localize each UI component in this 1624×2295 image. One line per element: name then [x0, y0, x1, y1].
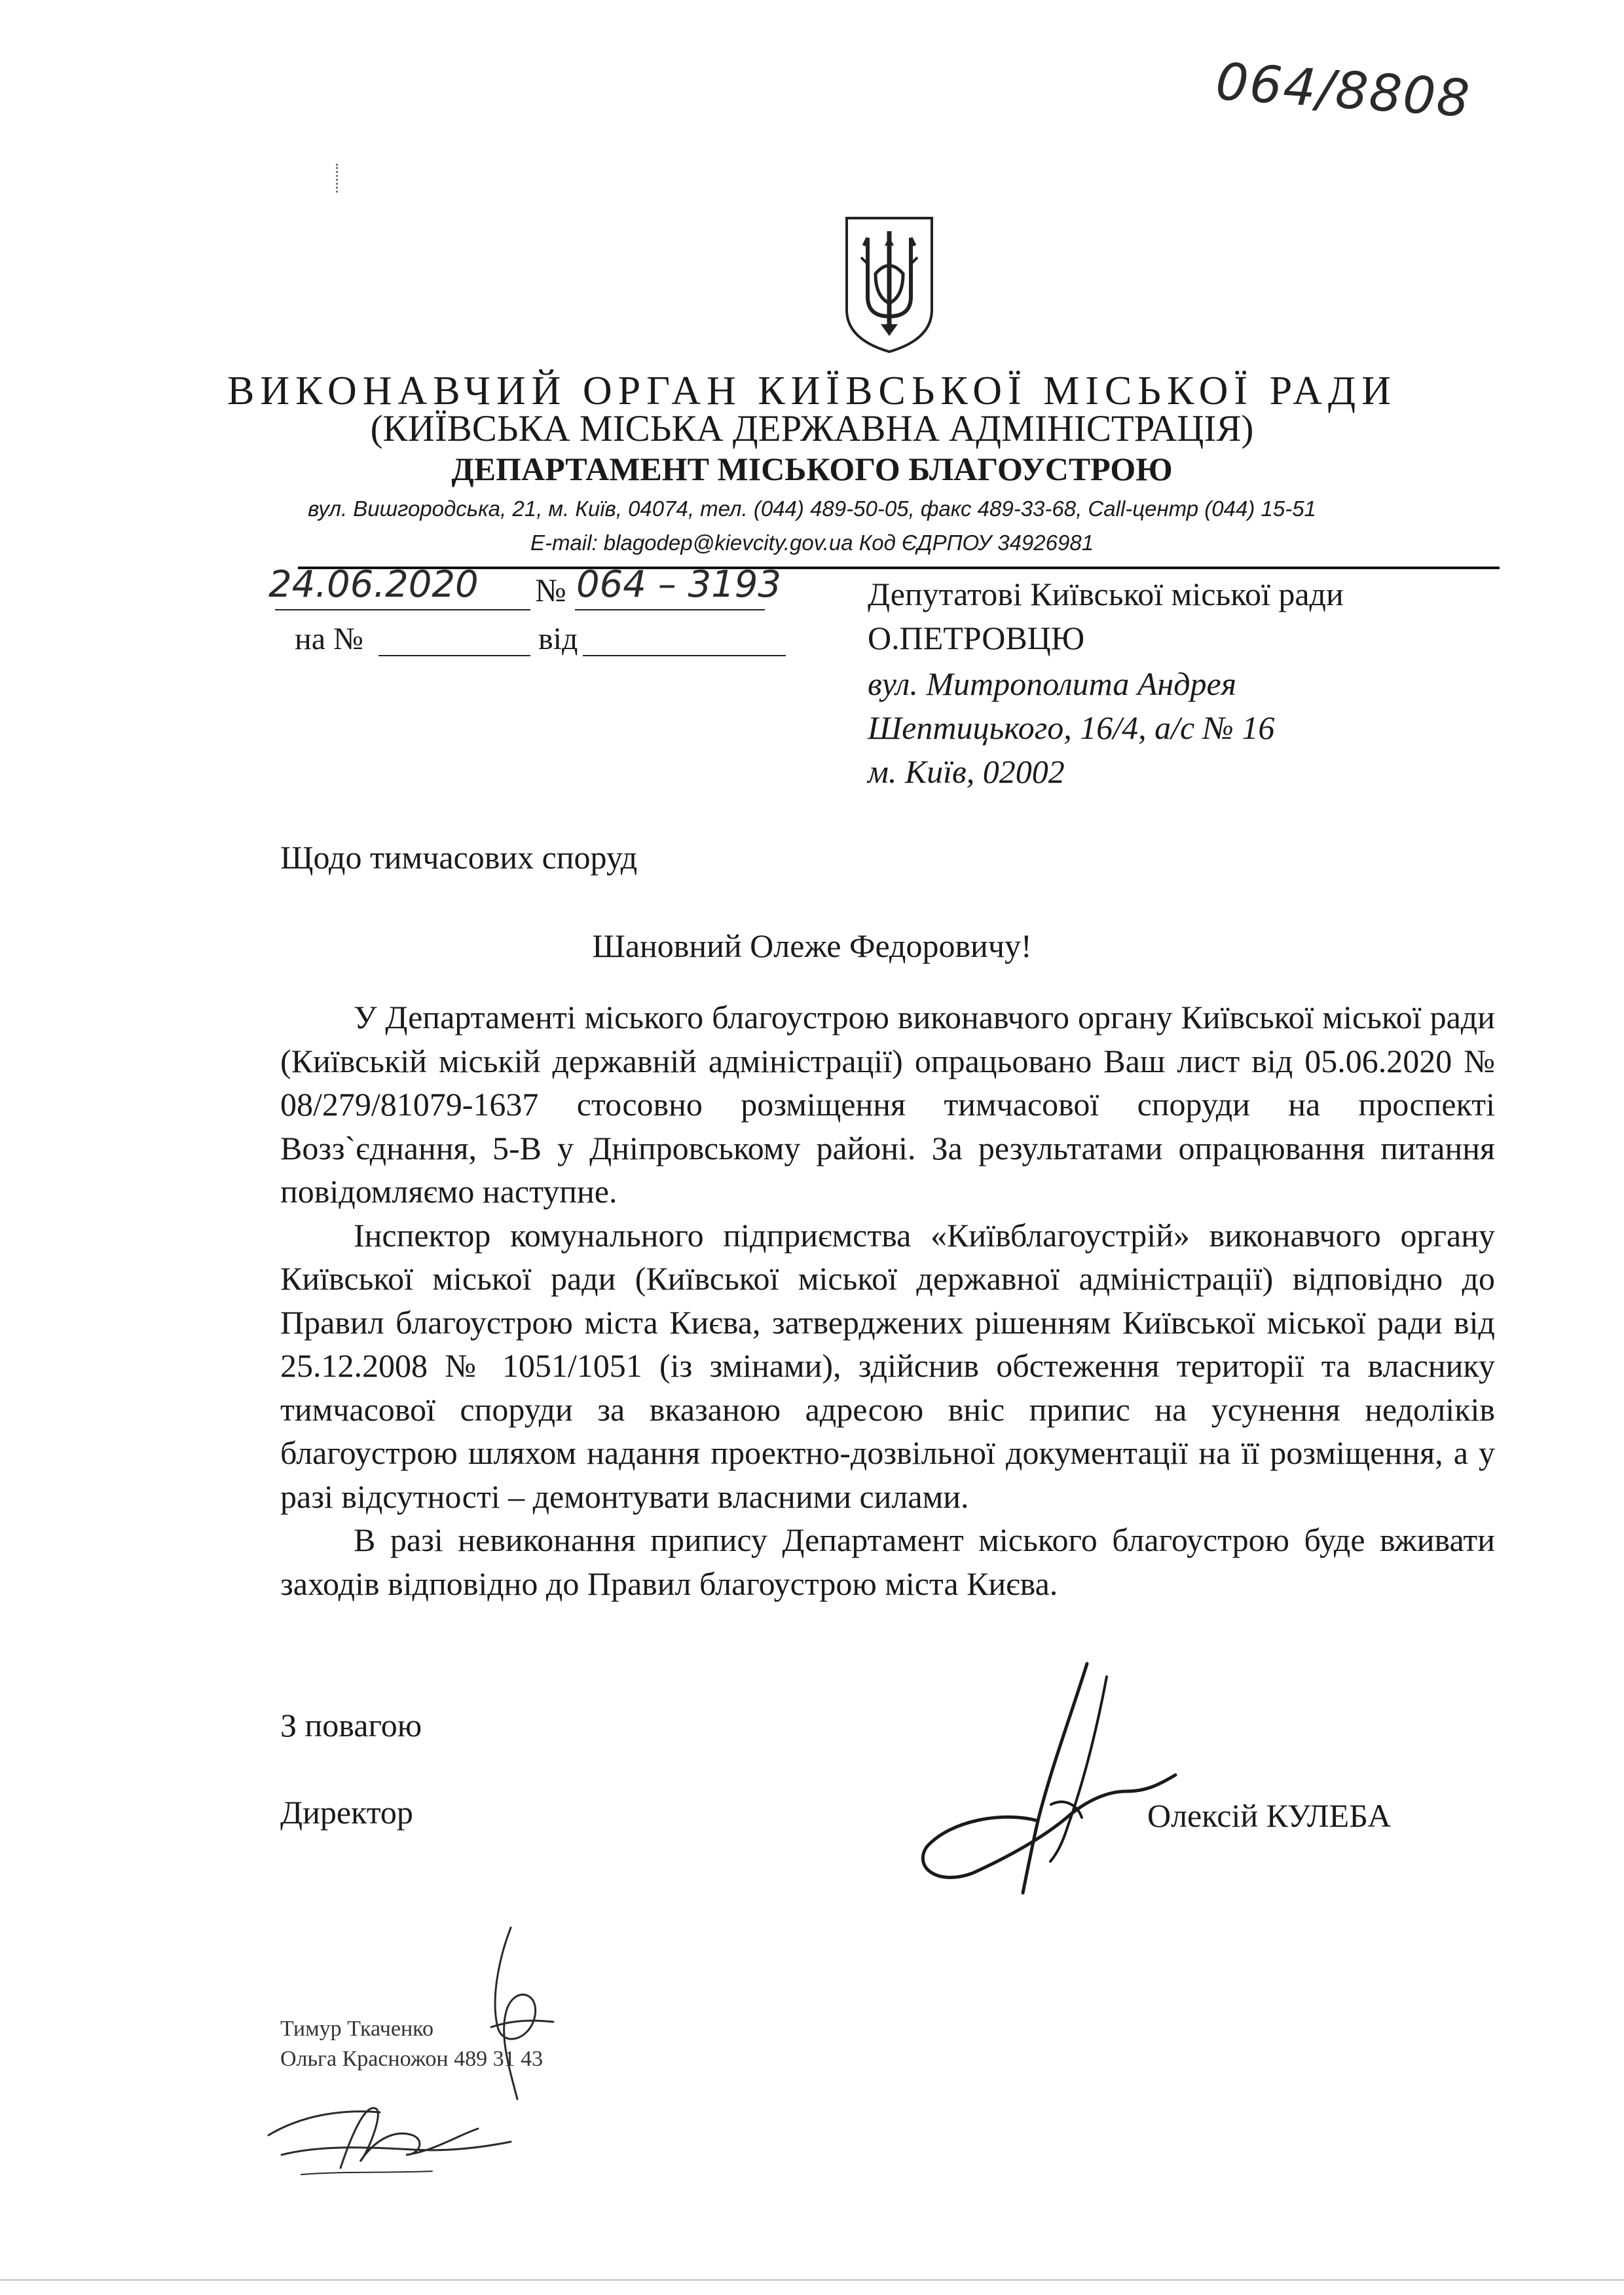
approval-visa-signature: [262, 2089, 517, 2188]
registration-number: 064/8808: [1213, 52, 1473, 129]
trident-coat-of-arms-icon: [841, 212, 937, 354]
recipient-position: Депутатові Київської міської ради: [868, 576, 1344, 612]
number-sign: №: [535, 572, 566, 608]
closing-regards: З повагою: [280, 1707, 422, 1744]
recipient-address-building: Шептицького, 16/4, а/с № 16: [868, 709, 1275, 746]
scan-artifact: [336, 164, 341, 193]
letter-subject: Щодо тимчасових споруд: [280, 839, 638, 876]
director-signature: [910, 1657, 1185, 1906]
reference-date-blank: [583, 655, 786, 656]
body-paragraph: В разі невиконання припису Департамент міського благоустрою буде вживати заходів відповідно до Правил благоустрою міста Києва.: [280, 1521, 1495, 1602]
signatory-name: Олексій КУЛЕБА: [1147, 1797, 1392, 1834]
outgoing-number: 064 – 3193: [576, 563, 782, 606]
executor-name: Тимур Ткаченко: [280, 2017, 434, 2041]
reference-number-blank: [378, 655, 530, 656]
org-name-line1: ВИКОНАВЧИЙ ОРГАН КИЇВСЬКОЇ МІСЬКОЇ РАДИ: [227, 369, 1397, 413]
body-paragraph: Інспектор комунального підприємства «Київблагоустрій» виконавчого органу Київської міської ради (Київської міської державної адміністрації) відповідно до Правил благоустрою міста Києва, затверджених рішенням Київської міської ради від 25.12.2008 № 1051/1051 (із змінами), здійснив обстеження території та власнику тимчасової споруди за вказаною адресою вніс припис на усунення недоліків благоустрою шляхом надання проектно-дозвільної документації на її розміщення, а у разі відсутності – демонтувати власними силами.: [280, 1216, 1495, 1515]
salutation: Шановний Олеже Федоровичу!: [592, 927, 1032, 964]
org-name-line2: (КИЇВСЬКА МІСЬКА ДЕРЖАВНА АДМІНІСТРАЦІЯ): [370, 408, 1254, 449]
outgoing-date-underline: [275, 609, 530, 610]
body-paragraph: У Департаменті міського благоустрою виконавчого органу Київської міської ради (Київській міській державній адміністрації) опрацьовано Ваш лист від 05.06.2020 № 08/279/81079-1637 стосовно розміщення тимчасової споруди на проспекті Возз`єднання, 5-В у Дніпровському районі. За результатами опрацювання питання повідомляємо наступне.: [280, 999, 1495, 1210]
outgoing-date: 24.06.2020: [268, 563, 479, 606]
scan-bottom-edge: [0, 2279, 1624, 2281]
outgoing-number-underline: [575, 609, 765, 610]
recipient-address-city: м. Київ, 02002: [868, 753, 1065, 790]
executor-name-phone: Ольга Красножон 489 31 43: [280, 2047, 544, 2071]
recipient-name: О.ПЕТРОВЦЮ: [868, 620, 1085, 656]
recipient-address-street: вул. Митрополита Андрея: [868, 665, 1236, 702]
reference-number-label: на №: [295, 622, 363, 656]
reference-date-label: від: [538, 622, 578, 656]
department-name: ДЕПАРТАМЕНТ МІСЬКОГО БЛАГОУСТРОЮ: [451, 451, 1173, 487]
contact-details: вул. Вишгородська, 21, м. Київ, 04074, тел. (044) 489-50-05, факс 489-33-68, Call-центр (044) 15-51: [308, 496, 1316, 521]
signatory-position: Директор: [280, 1794, 413, 1831]
executor-signature: [471, 1922, 563, 2106]
email-and-edrpou: E-mail: blagodep@kievcity.gov.ua Код ЄДРПОУ 34926981: [530, 531, 1094, 555]
letter-body: [280, 996, 1495, 1605]
